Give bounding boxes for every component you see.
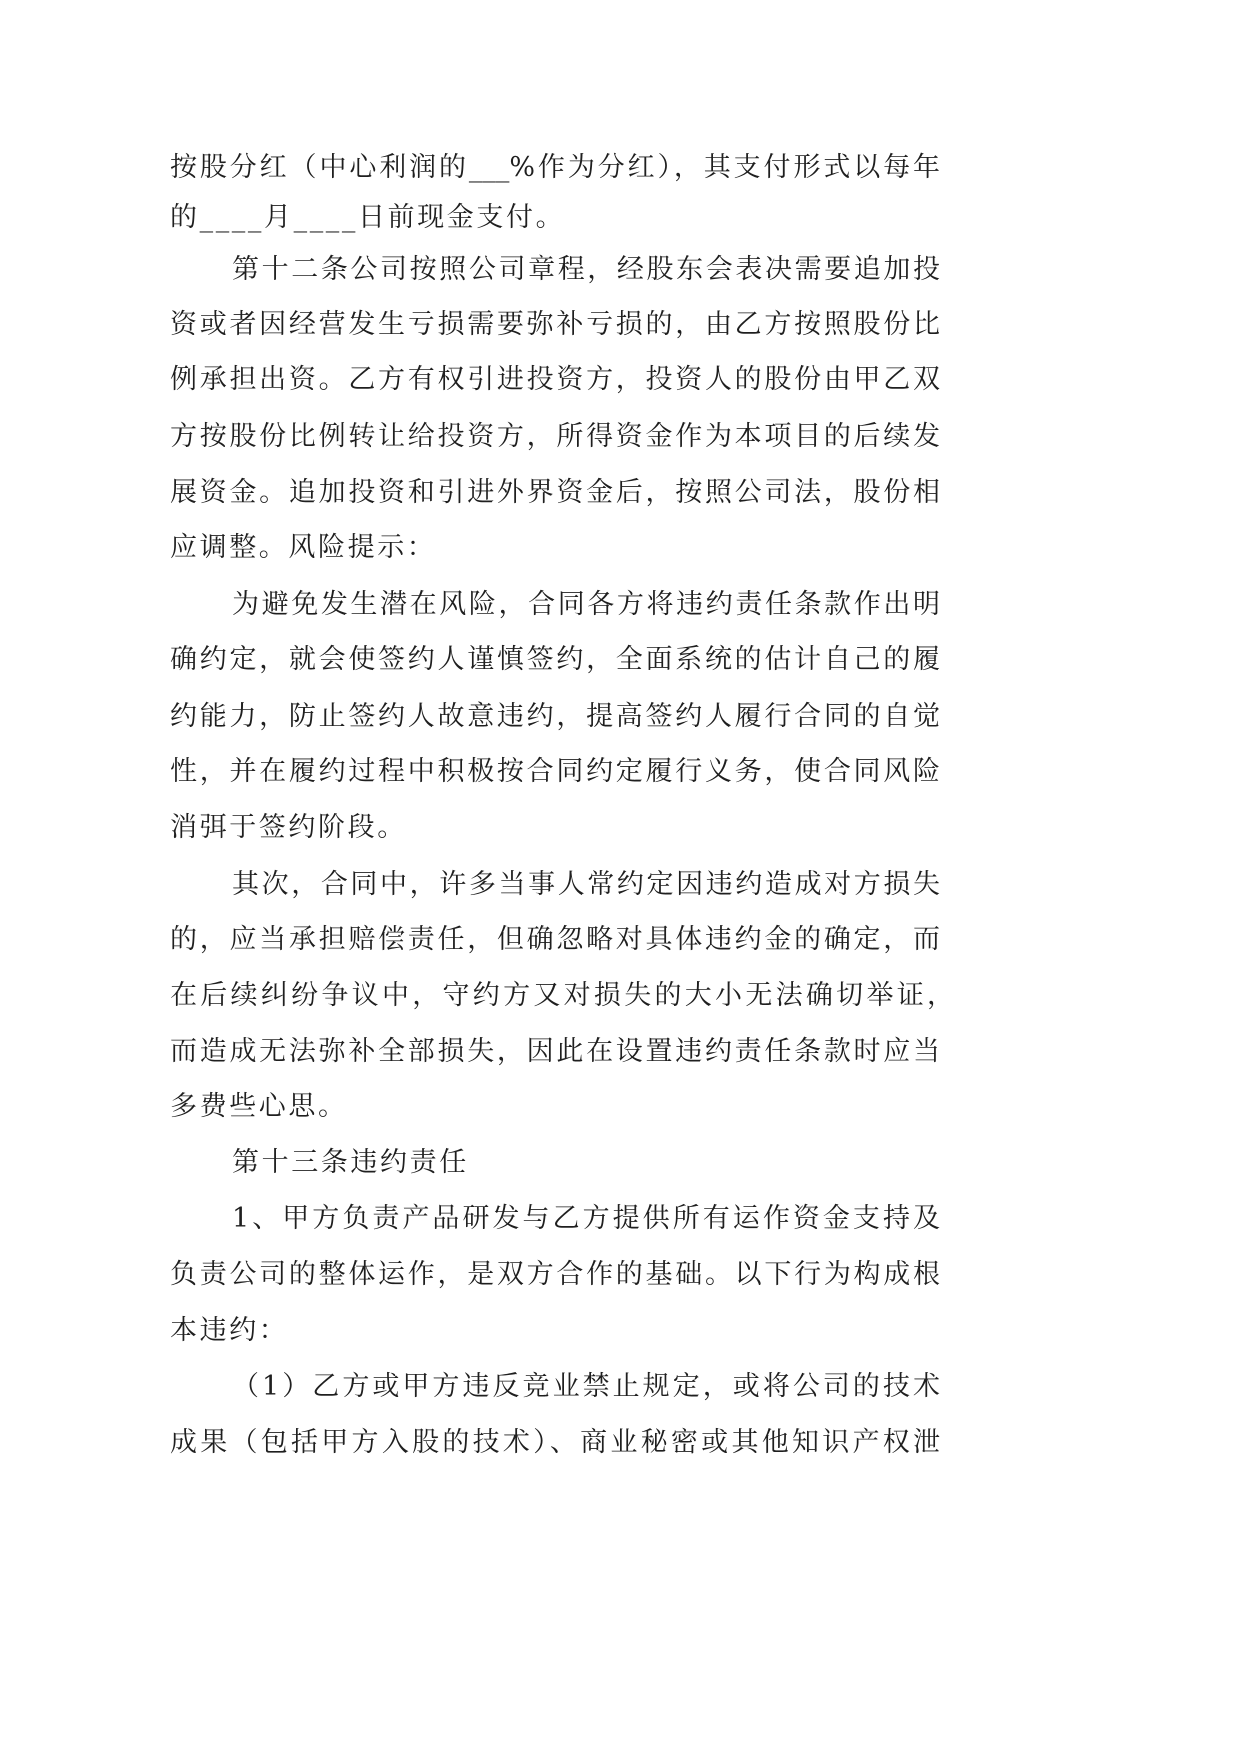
text-line: 资或者因经营发生亏损需要弥补亏损的，由乙方按照股份比 — [170, 309, 940, 340]
text-line: 的____月____日前现金支付。 — [170, 202, 566, 233]
text-line: 1、甲方负责产品研发与乙方提供所有运作资金支持及 — [232, 1203, 940, 1234]
text-line: 在后续纠纷争议中，守约方又对损失的大小无法确切举证， — [170, 980, 954, 1011]
text-line: 展资金。追加投资和引进外界资金后，按照公司法，股份相 — [170, 477, 940, 508]
text-line: 第十二条公司按照公司章程，经股东会表决需要追加投 — [232, 254, 940, 285]
text-line: 负责公司的整体运作，是双方合作的基础。以下行为构成根 — [170, 1259, 940, 1290]
text-line: （1）乙方或甲方违反竞业禁止规定，或将公司的技术 — [232, 1371, 940, 1402]
text-line: 方按股份比例转让给投资方，所得资金作为本项目的后续发 — [170, 421, 940, 452]
text-line: 而造成无法弥补全部损失，因此在设置违约责任条款时应当 — [170, 1036, 940, 1067]
text-line: 的，应当承担赔偿责任，但确忽略对具体违约金的确定，而 — [170, 924, 940, 955]
text-line: 第十三条违约责任 — [232, 1147, 469, 1178]
text-line: 成果（包括甲方入股的技术）、商业秘密或其他知识产权泄 — [170, 1427, 940, 1458]
text-line: 消弭于签约阶段。 — [170, 812, 407, 843]
text-line: 本违约： — [170, 1315, 289, 1346]
text-line: 为避免发生潜在风险，合同各方将违约责任条款作出明 — [232, 589, 940, 620]
text-line: 应调整。风险提示： — [170, 532, 437, 563]
text-line: 约能力，防止签约人故意违约，提高签约人履行合同的自觉 — [170, 701, 940, 732]
text-line: 例承担出资。乙方有权引进投资方，投资人的股份由甲乙双 — [170, 364, 940, 395]
text-line: 按股分红（中心利润的___%作为分红），其支付形式以每年 — [170, 152, 940, 183]
text-line: 确约定，就会使签约人谨慎签约，全面系统的估计自己的履 — [170, 644, 940, 675]
text-line: 多费些心思。 — [170, 1091, 348, 1122]
text-line: 其次，合同中，许多当事人常约定因违约造成对方损失 — [232, 869, 940, 900]
text-line: 性，并在履约过程中积极按合同约定履行义务，使合同风险 — [170, 756, 940, 787]
